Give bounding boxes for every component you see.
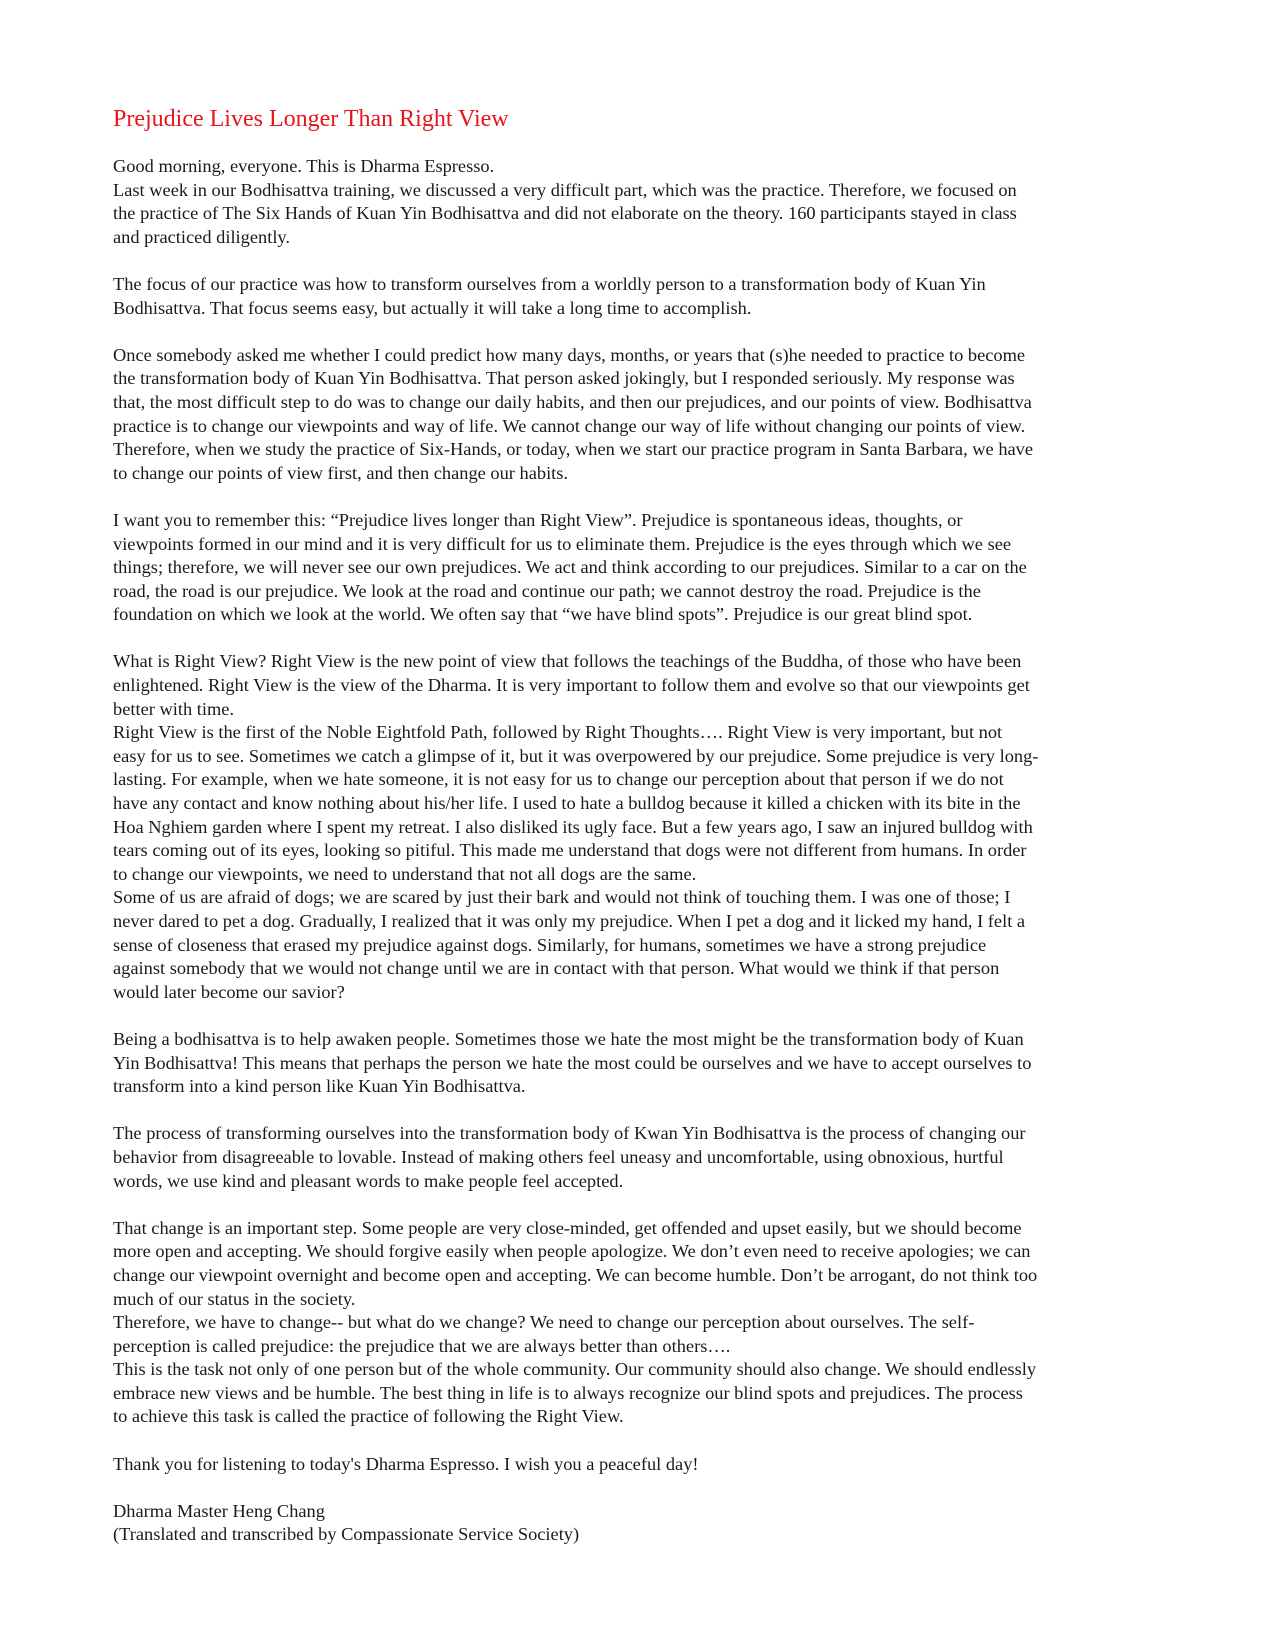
text-line: Dharma Master Heng Chang [113,1500,325,1521]
text-line: Thank you for listening to today's Dharma Espresso. I wish you a peaceful day! [113,1453,699,1474]
paragraph [113,650,1163,1004]
paragraph-gap [113,320,1163,344]
paragraph [113,1500,1163,1547]
text-line: much of our status in the society. [113,1288,356,1309]
paragraph-gap [113,1004,1163,1028]
text-line: practice is to change our viewpoints and way of life. We cannot change our way of life without changing our points of view. [113,415,1026,436]
text-line: road, the road is our prejudice. We look at the road and continue our path; we cannot destroy the road. Prejudice is the [113,580,981,601]
text-line: more open and accepting. We should forgive easily when people apologize. We don’t even need to receive apologies; we can [113,1241,1031,1262]
paragraph [113,1122,1163,1193]
text-line: lasting. For example, when we hate someone, it is not easy for us to change our perception about that person if we do not [113,769,1004,790]
text-line: The process of transforming ourselves into the transformation body of Kwan Yin Bodhisattva is the process of changing our [113,1123,1026,1144]
document-title: Prejudice Lives Longer Than Right View [113,106,509,132]
text-line: have any contact and know nothing about his/her life. I used to hate a bulldog because it killed a chicken with its bite in the [113,793,1021,814]
text-line: Bodhisattva. That focus seems easy, but actually it will take a long time to accomplish. [113,297,752,318]
text-line: perception is called prejudice: the prejudice that we are always better than others…. [113,1335,731,1356]
text-line: Therefore, when we study the practice of Six-Hands, or today, when we start our practice program in Santa Barbara, we have [113,439,1034,460]
text-line: Last week in our Bodhisattva training, we discussed a very difficult part, which was the practice. Therefore, we focused on [113,179,1017,200]
paragraph [113,1217,1163,1429]
text-line: Good morning, everyone. This is Dharma Espresso. [113,156,495,176]
text-line: The focus of our practice was how to transform ourselves from a worldly person to a transformation body of Kuan Yin [113,273,986,294]
document-page [113,104,1163,1547]
text-line: viewpoints formed in our mind and it is very difficult for us to eliminate them. Prejudice is the eyes through which we see [113,533,1012,554]
paragraph [113,1453,1163,1477]
text-line: Being a bodhisattva is to help awaken people. Sometimes those we hate the most might be the transformation body of Kuan [113,1028,1024,1049]
text-line: This is the task not only of one person but of the whole community. Our community should also change. We should endlessly [113,1359,1037,1380]
text-line: (Translated and transcribed by Compassionate Service Society) [113,1524,580,1545]
text-line: Some of us are afraid of dogs; we are scared by just their bark and would not think of touching them. I was one of those; I [113,887,1011,908]
text-line: I want you to remember this: “Prejudice lives longer than Right View”. Prejudice is spontaneous ideas, thoughts, or [113,509,963,530]
paragraph-gap [113,1476,1163,1500]
text-line: sense of closeness that erased my prejudice against dogs. Similarly, for humans, sometimes we have a strong prejudice [113,934,987,955]
text-line: change our viewpoint overnight and become open and accepting. We can become humble. Don’t be arrogant, do not think too [113,1264,1038,1285]
text-line: easy for us to see. Sometimes we catch a glimpse of it, but it was overpowered by our prejudice. Some prejudice is very long- [113,745,1039,766]
paragraph [113,273,1163,320]
text-line: the transformation body of Kuan Yin Bodhisattva. That person asked jokingly, but I responded seriously. My response was [113,368,1015,389]
text-line: What is Right View? Right View is the new point of view that follows the teachings of the Buddha, of those who have been [113,651,1022,672]
paragraph [113,155,1163,249]
text-line: that, the most difficult step to do was to change our daily habits, and then our prejudices, and our points of view. Bodhisattva [113,391,1032,412]
paragraph-gap [113,249,1163,273]
text-line: things; therefore, we will never see our own prejudices. We act and think according to our prejudices. Similar to a car on the [113,557,1027,578]
text-line: That change is an important step. Some people are very close-minded, get offended and upset easily, but we should become [113,1217,1022,1238]
text-line: Right View is the first of the Noble Eightfold Path, followed by Right Thoughts…. Right View is very important, but not [113,722,1003,743]
text-line: Therefore, we have to change-- but what do we change? We need to change our perception about ourselves. The self- [113,1312,975,1333]
text-line: foundation on which we look at the world. We often say that “we have blind spots”. Prejudice is our great blind spot. [113,604,973,625]
paragraph-gap [113,627,1163,651]
text-line: and practiced diligently. [113,226,291,247]
text-line: better with time. [113,698,235,719]
paragraph-gap [113,485,1163,509]
text-line: the practice of The Six Hands of Kuan Yin Bodhisattva and did not elaborate on the theory. 160 participants stayed in class [113,203,1017,224]
text-line: never dared to pet a dog. Gradually, I realized that it was only my prejudice. When I pet a dog and it licked my hand, I felt a [113,911,1026,931]
text-line: behavior from disagreeable to lovable. Instead of making others feel uneasy and uncomfortable, using obnoxious, hurtful [113,1146,1004,1167]
paragraph [113,1028,1163,1099]
paragraph [113,509,1163,627]
text-line: tears coming out of its eyes, looking so pitiful. This made me understand that dogs were not different from humans. In order [113,840,1027,861]
text-line: against somebody that we would not change until we are in contact with that person. What would we think if that person [113,958,1000,979]
paragraph-gap [113,1099,1163,1123]
text-line: to achieve this task is called the practice of following the Right View. [113,1406,624,1427]
text-line: Once somebody asked me whether I could predict how many days, months, or years that (s)he needed to practice to become [113,344,1026,365]
text-line: enlightened. Right View is the view of the Dharma. It is very important to follow them and evolve so that our viewpoints get [113,675,1030,696]
document-body [113,155,1163,1547]
text-line: to change our points of view first, and then change our habits. [113,462,569,483]
text-line: embrace new views and be humble. The best thing in life is to always recognize our blind spots and prejudices. The process [113,1382,1023,1403]
text-line: to change our viewpoints, we need to understand that not all dogs are the same. [113,863,697,884]
paragraph [113,344,1163,486]
text-line: Yin Bodhisattva! This means that perhaps the person we hate the most could be ourselves and we have to accept ourselves to [113,1052,1032,1073]
text-line: transform into a kind person like Kuan Yin Bodhisattva. [113,1076,526,1097]
paragraph-gap [113,1429,1163,1453]
text-line: would later become our savior? [113,981,345,1002]
text-line: Hoa Nghiem garden where I spent my retreat. I also disliked its ugly face. But a few years ago, I saw an injured bulldog with [113,816,1033,837]
text-line: words, we use kind and pleasant words to make people feel accepted. [113,1170,624,1191]
paragraph-gap [113,1193,1163,1217]
